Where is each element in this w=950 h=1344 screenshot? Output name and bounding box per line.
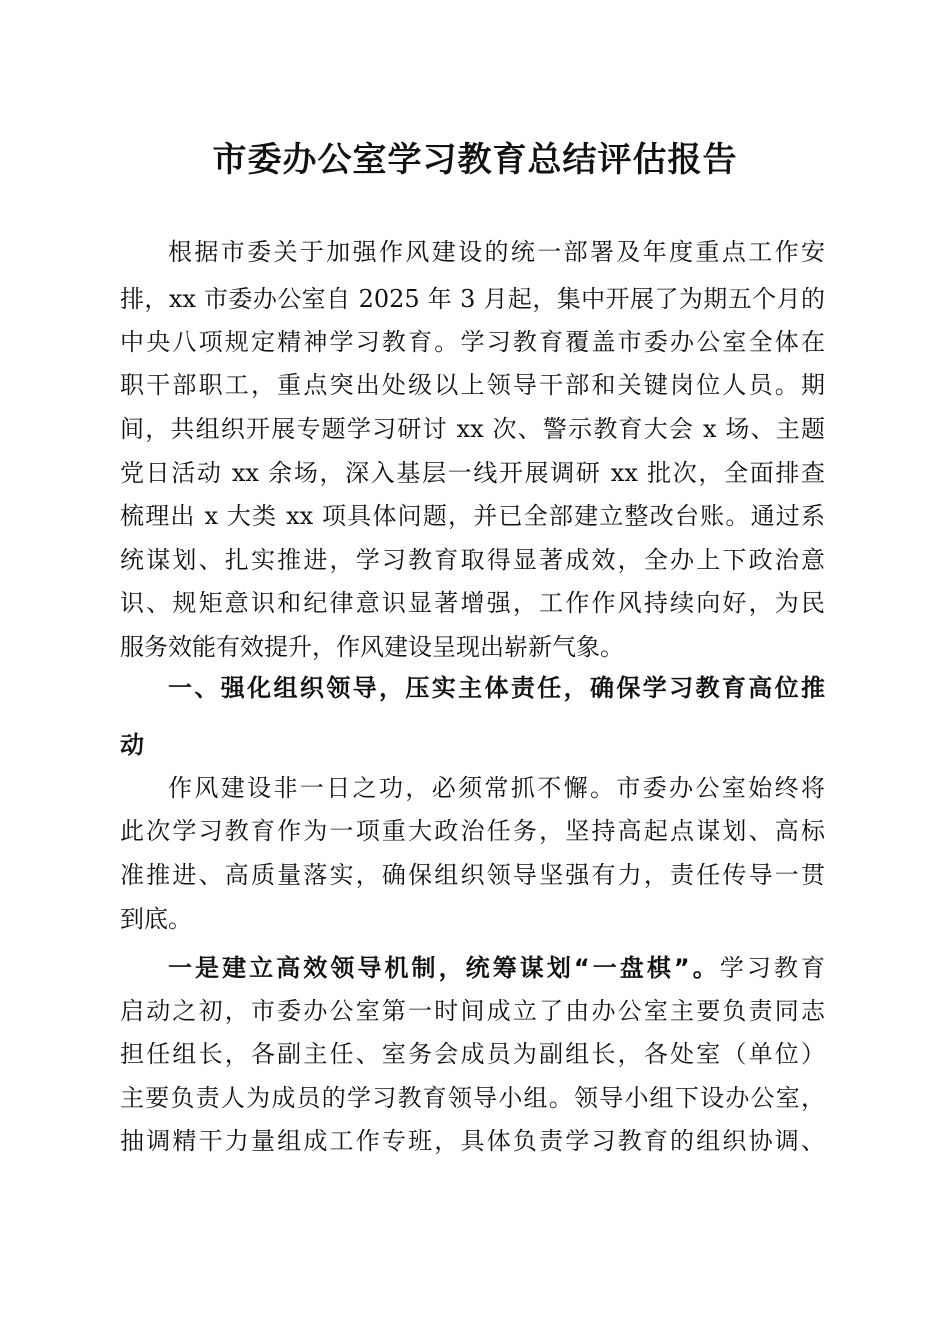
intro-paragraph-line: 根据市委关于加强作风建设的统一部署及年度重点工作安 (168, 238, 825, 266)
intro-paragraph-line: 统谋划、扎实推进，学习教育取得显著成效，全办上下政治意 (120, 546, 825, 574)
section-paragraph-line: 作风建设非一日之功，必须常抓不懈。市委办公室始终将 (168, 774, 825, 802)
item-first-line-rest: 学习教育 (719, 954, 825, 982)
intro-paragraph-line: 间，共组织开展专题学习研讨 xx 次、警示教育大会 x 场、主题 (120, 415, 825, 443)
intro-paragraph-line: 梳理出 x 大类 xx 项具体问题，并已全部建立整改台账。通过系 (120, 502, 825, 530)
intro-paragraph-line: 中央八项规定精神学习教育。学习教育覆盖市委办公室全体在 (120, 328, 825, 356)
intro-paragraph-line: 服务效能有效提升，作风建设呈现出崭新气象。 (120, 633, 624, 661)
item-paragraph-line: 担任组长，各副主任、室务会成员为副组长，各处室（单位） (120, 1040, 825, 1068)
intro-paragraph-line: 排，xx 市委办公室自 2025 年 3 月起，集中开展了为期五个月的 (120, 285, 825, 313)
item-lead-sentence: 一是建立高效领导机制，统筹谋划“一盘棋”。 (168, 954, 720, 982)
intro-paragraph-line: 党日活动 xx 余场，深入基层一线开展调研 xx 批次，全面排查 (120, 459, 825, 487)
section-heading-line: 一、强化组织领导，压实主体责任，确保学习教育高位推 (168, 674, 825, 702)
intro-paragraph-line: 识、规矩意识和纪律意识显著增强，工作作风持续向好，为民 (120, 589, 825, 617)
item-paragraph-line: 抽调精干力量组成工作专班，具体负责学习教育的组织协调、 (120, 1127, 825, 1155)
section-paragraph-line: 此次学习教育作为一项重大政治任务，坚持高起点谋划、高标 (120, 817, 825, 845)
intro-paragraph-line: 职干部职工，重点突出处级以上领导干部和关键岗位人员。期 (120, 371, 825, 399)
section-heading-line: 动 (120, 731, 144, 759)
item-paragraph-line: 主要负责人为成员的学习教育领导小组。领导小组下设办公室， (120, 1084, 825, 1112)
section-paragraph-line: 到底。 (120, 905, 192, 933)
section-paragraph-line: 准推进、高质量落实，确保组织领导坚强有力，责任传导一贯 (120, 861, 825, 889)
item-paragraph-first-line (168, 953, 825, 983)
item-paragraph-line: 启动之初，市委办公室第一时间成立了由办公室主要负责同志 (120, 997, 825, 1025)
document-title: 市委办公室学习教育总结评估报告 (212, 140, 738, 180)
